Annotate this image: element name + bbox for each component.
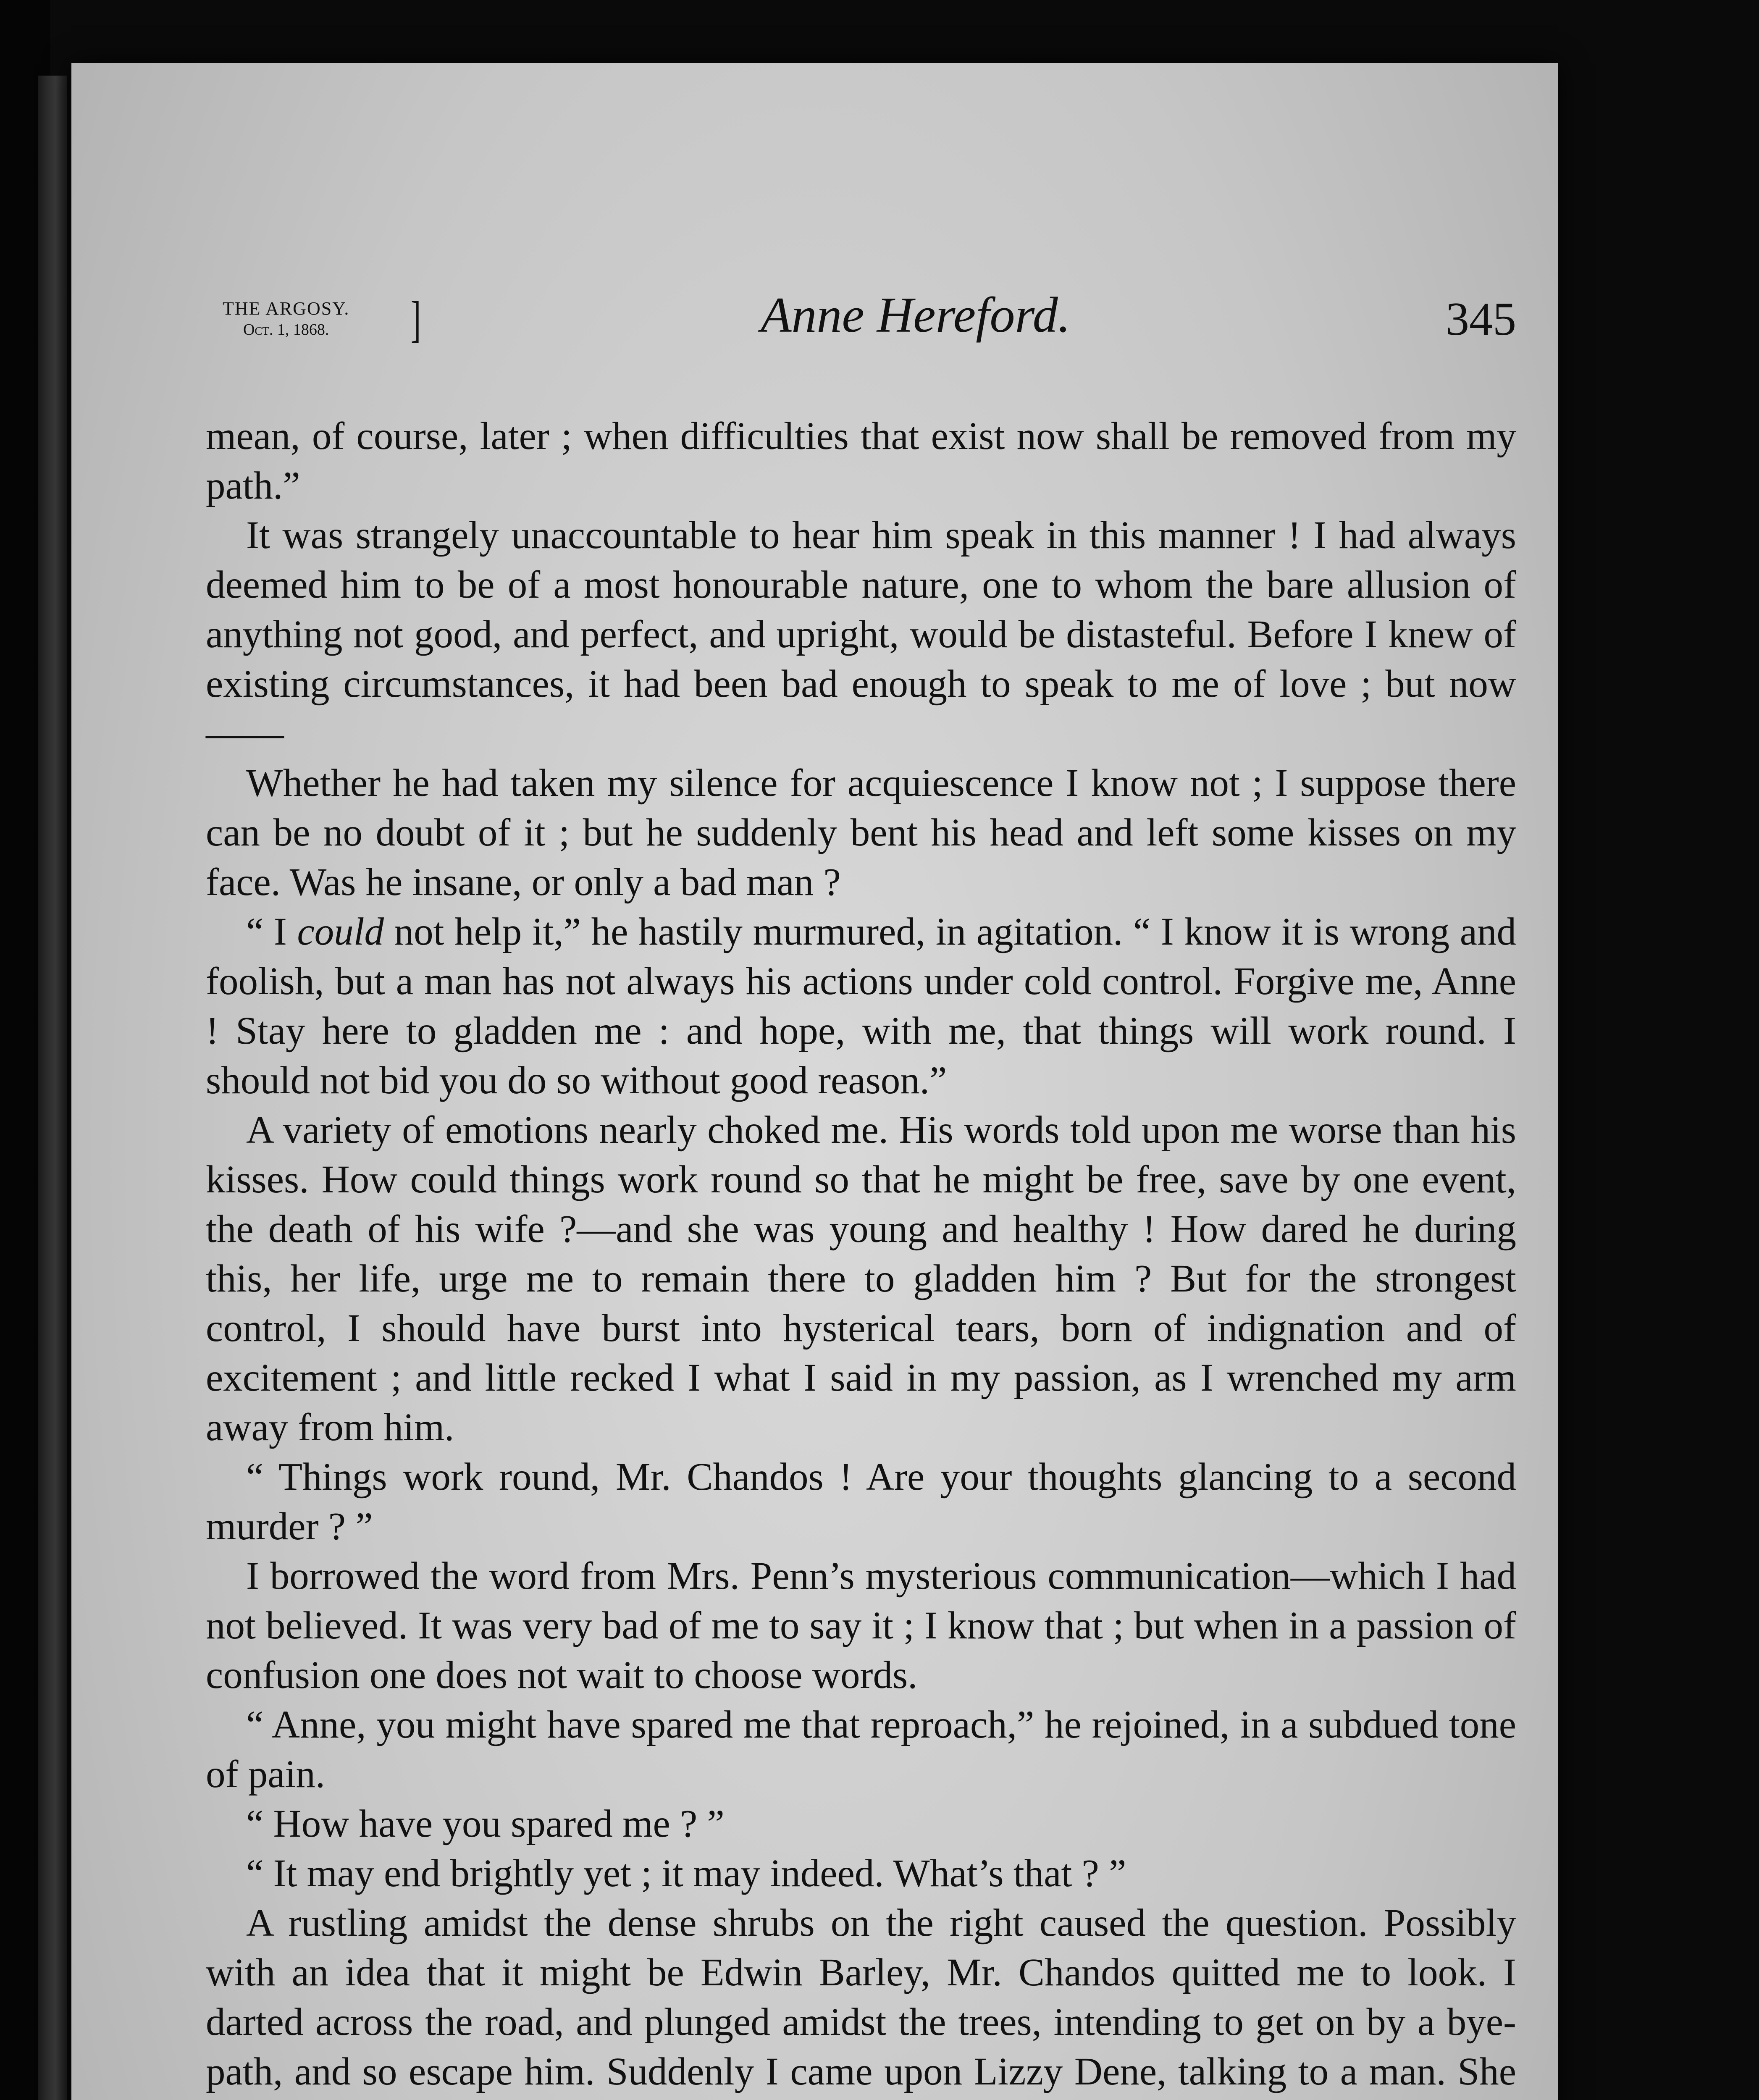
paragraph-prefix: “ I xyxy=(246,910,297,953)
page-number: 345 xyxy=(1446,293,1516,345)
paragraph: I borrowed the word from Mrs. Penn’s mysterious communication—which I had not believed. It was very bad of me to say it ; I know that ; but when in a passion of confusion one does not wait to choose words. xyxy=(206,1554,1516,1697)
page-header xyxy=(223,281,1516,357)
body-text xyxy=(206,412,1516,2100)
journal-date: Oct. 1, 1868. xyxy=(243,321,329,339)
paragraph: A rustling amidst the dense shrubs on the right caused the question. Possibly with an idea that it might be Edwin Barley, Mr. Chandos quitted me to look. I darted across the road, and plunged amidst the trees, intending to get on by a bye-path, and so escape him. Suddenly I came upon Lizzy Dene, talking to a man. She xyxy=(206,1901,1516,2093)
paragraph: A variety of emotions nearly choked me. His words told upon me worse than his kisses. How could things work round so that he might be free, save by one event, the death of his wife ?—and she was young and healthy ! How dared he during this, her life, urge me to remain there to gladden him ? But for the strongest control, I should have burst into hysterical tears, born of indignation and of excitement ; and little recked I what I said in my passion, as I wrenched my arm away from him. xyxy=(206,1108,1516,1449)
header-bracket: ] xyxy=(410,291,421,347)
book-page xyxy=(71,63,1558,2100)
paragraph xyxy=(206,907,1516,1105)
paragraph: “ Anne, you might have spared me that reproach,” he rejoined, in a subdued tone of pain. xyxy=(206,1703,1516,1796)
paragraph: It was strangely unaccountable to hear him speak in this manner ! I had always deemed him to be of a most honourable nature, one to whom the bare allusion of anything not good, and perfect, and upright, would be distasteful. Before I knew of existing circumstances, it had been bad enough to speak to me of love ; but now—— xyxy=(206,514,1516,755)
italic-word: could xyxy=(297,910,384,953)
book-spine xyxy=(38,76,67,2100)
paragraph: “ How have you spared me ? ” xyxy=(246,1802,725,1845)
paragraph: Whether he had taken my silence for acquiescence I know not ; I suppose there can be no doubt of it ; but he suddenly bent his head and left some kisses on my face. Was he insane, or only a bad man ? xyxy=(206,761,1516,904)
running-title: Anne Hereford. xyxy=(761,287,1071,343)
paragraph: mean, of course, later ; when difficulties that exist now shall be removed from my path.” xyxy=(206,415,1516,507)
journal-citation xyxy=(223,298,349,340)
journal-name: THE ARGOSY. xyxy=(223,298,350,319)
paragraph: “ It may end brightly yet ; it may indeed. What’s that ? ” xyxy=(246,1852,1126,1895)
paragraph-rest: not help it,” he hastily murmured, in agitation. “ I know it is wrong and foolish, but a man has not always his actions under cold control. Forgive me, Anne ! Stay here to gladden me : and hope, with me, that things will work round. I should not bid you do so without good reason.” xyxy=(206,910,1517,1102)
paragraph: “ Things work round, Mr. Chandos ! Are your thoughts glancing to a second murder ? ” xyxy=(206,1455,1516,1548)
